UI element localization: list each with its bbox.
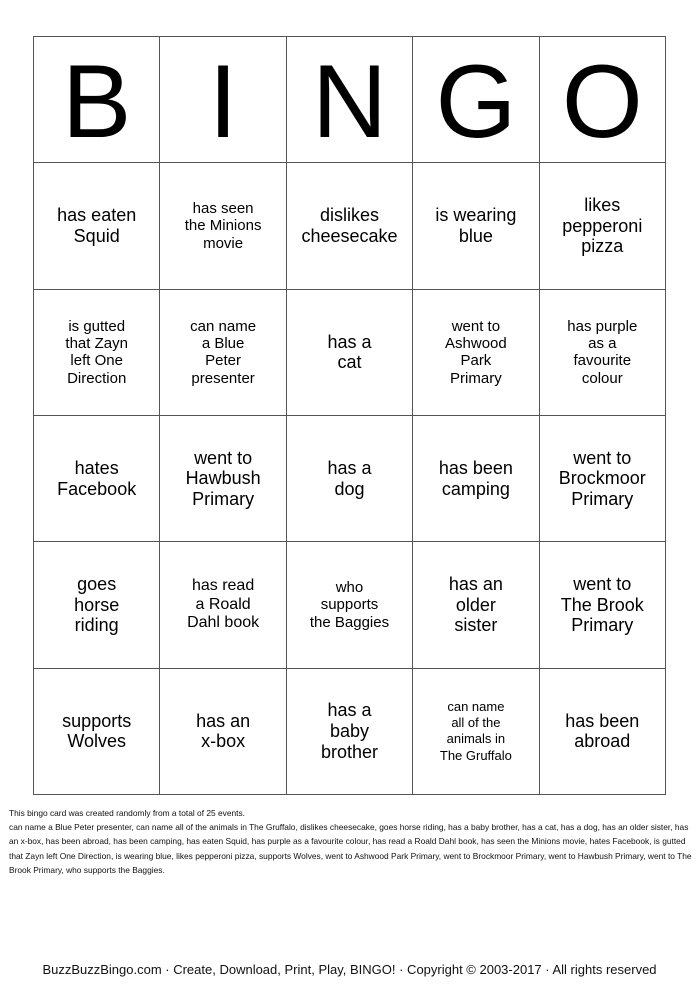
footer-copyright: BuzzBuzzBingo.com · Create, Download, Print, Play, BINGO! · Copyright © 2003-2017 · All rights reserved [42, 962, 657, 977]
square-text-line: colour [581, 369, 623, 387]
bingo-square [160, 163, 286, 289]
header-letter-b: B [34, 37, 160, 163]
square-text-line: went to [194, 447, 253, 468]
square-text [196, 711, 250, 752]
square-text-line: has eaten [57, 205, 137, 226]
description-summary: This bingo card was created randomly from a total of 25 events. [9, 808, 246, 818]
header-letter-i: I [160, 37, 286, 163]
square-text-line: all of the [451, 715, 501, 731]
square-text [435, 205, 516, 246]
square-text-line: has seen [192, 200, 254, 218]
square-text [439, 458, 513, 499]
square-text [440, 699, 512, 764]
square-text [186, 448, 261, 510]
square-text [559, 448, 646, 510]
square-text-line: Hawbush [185, 468, 261, 489]
square-text-line: riding [74, 615, 119, 636]
square-text-line: dislikes [319, 205, 379, 226]
square-text-line: Primary [571, 489, 634, 509]
card-description [9, 806, 694, 877]
square-text [327, 458, 371, 499]
bingo-square [34, 416, 160, 542]
bingo-square [287, 416, 413, 542]
square-text-line: went to [451, 317, 501, 335]
bingo-square [34, 163, 160, 289]
square-text [62, 711, 131, 752]
header-letter-g: G [413, 37, 539, 163]
square-text-line: has a [327, 700, 372, 721]
square-text-line: pepperoni [562, 215, 643, 236]
bingo-square [160, 542, 286, 668]
square-text-line: abroad [574, 731, 631, 752]
bingo-square [540, 163, 666, 289]
square-text [185, 200, 262, 252]
header-letter-n: N [287, 37, 413, 163]
square-text-line: supports [62, 710, 132, 731]
square-text-line: has been [438, 457, 513, 478]
bingo-square [287, 290, 413, 416]
square-text-line: as a [588, 335, 617, 353]
square-text-line: Ashwood [445, 335, 507, 353]
bingo-square [160, 416, 286, 542]
square-text-line: Primary [192, 489, 255, 509]
square-text-line: Wolves [67, 731, 127, 752]
bingo-square [287, 669, 413, 795]
square-text-line: pizza [581, 236, 624, 257]
square-text-line: cheesecake [301, 225, 398, 246]
bingo-square [540, 290, 666, 416]
square-text [327, 332, 371, 373]
square-text-line: cat [337, 352, 362, 373]
square-text-line: can name [190, 317, 257, 335]
square-text [301, 205, 397, 246]
square-text-line: has purple [567, 317, 638, 335]
square-text-line: that Zayn [65, 335, 128, 353]
square-text-line: has been [565, 710, 640, 731]
bingo-square [540, 669, 666, 795]
square-text [187, 577, 259, 632]
square-text-line: The Gruffalo [439, 747, 512, 763]
square-text-line: Squid [73, 225, 120, 246]
bingo-square [413, 163, 539, 289]
square-text-line: left One [70, 352, 123, 370]
square-text-line: blue [458, 225, 493, 246]
square-text [449, 574, 503, 636]
square-text-line: can name [447, 698, 505, 714]
square-text-line: Primary [450, 369, 502, 387]
square-text [445, 318, 507, 387]
square-text-line: presenter [191, 369, 255, 387]
square-text [190, 318, 256, 387]
square-text-line: has a [327, 457, 372, 478]
header-letter-o: O [540, 37, 666, 163]
square-text-line: has a [327, 331, 372, 352]
bingo-square [413, 290, 539, 416]
square-text [310, 579, 389, 631]
square-text-line: likes [584, 194, 621, 215]
square-text-line: supports [320, 596, 379, 614]
square-text [57, 205, 136, 246]
square-text-line: a Roald [195, 595, 251, 613]
square-text-line: x-box [201, 731, 246, 752]
square-text-line: is gutted [68, 317, 126, 335]
square-text-line: movie [203, 234, 244, 252]
square-text [562, 195, 642, 257]
square-text-line: hates [74, 457, 119, 478]
square-text-line: is wearing [435, 205, 517, 226]
square-text-line: goes [77, 573, 117, 594]
square-text-line: Primary [571, 615, 634, 636]
square-text-line: has read [191, 577, 255, 595]
square-text-line: a Blue [201, 335, 245, 353]
square-text-line: Peter [205, 352, 242, 370]
bingo-square [540, 416, 666, 542]
square-text-line: Direction [67, 369, 127, 387]
square-text-line: older [455, 594, 496, 615]
square-text-line: favourite [573, 352, 632, 370]
description-events: can name a Blue Peter presenter, can name all of the animals in The Gruffalo, dislikes cheesecake, goes horse riding, has a baby brother, has a cat, has a dog, has an older sister, has an x-box, has been abroad, has been camping, has eaten Squid, has purple as a favourite colour, has read a Roald Dahl book, has seen the Minions movie, hates Facebook, is gutted that Zayn left One Direction, is wearing blue, likes pepperoni pizza, supports Wolves, went to Ashwood Park Primary, went to Brockmoor Primary, went to Hawbush Primary, went to The Brook Primary, who supports the Baggies. [9, 822, 692, 875]
square-text-line: dog [334, 478, 365, 499]
square-text-line: Dahl book [187, 614, 260, 632]
square-text-line: sister [454, 615, 498, 636]
square-text-line: has an [196, 710, 251, 731]
bingo-square [413, 416, 539, 542]
square-text [57, 458, 136, 499]
square-text [65, 318, 128, 387]
square-text-line: who [335, 579, 364, 597]
bingo-square [413, 542, 539, 668]
square-text-line: The Brook [560, 594, 644, 615]
bingo-square [287, 163, 413, 289]
square-text [565, 711, 639, 752]
square-text-line: has an [448, 573, 503, 594]
square-text-line: the Baggies [309, 613, 390, 631]
square-text-line: baby [329, 720, 370, 741]
square-text-line: Park [460, 352, 492, 370]
square-text [321, 700, 378, 762]
square-text [567, 318, 637, 387]
square-text-line: Facebook [57, 478, 137, 499]
square-text-line: the Minions [184, 217, 262, 235]
square-text-line: brother [320, 741, 379, 762]
bingo-card [33, 36, 666, 795]
square-text-line: Brockmoor [558, 468, 646, 489]
square-text-line: went to [573, 573, 632, 594]
square-text-line: camping [441, 478, 510, 499]
square-text-line: animals in [446, 731, 506, 747]
bingo-square [287, 542, 413, 668]
bingo-square [160, 669, 286, 795]
square-text-line: went to [573, 447, 632, 468]
square-text-line: horse [74, 594, 120, 615]
square-text [561, 574, 644, 636]
bingo-square [413, 669, 539, 795]
bingo-square [34, 669, 160, 795]
bingo-square [34, 542, 160, 668]
bingo-square [540, 542, 666, 668]
square-text [74, 574, 119, 636]
bingo-square [160, 290, 286, 416]
bingo-square [34, 290, 160, 416]
